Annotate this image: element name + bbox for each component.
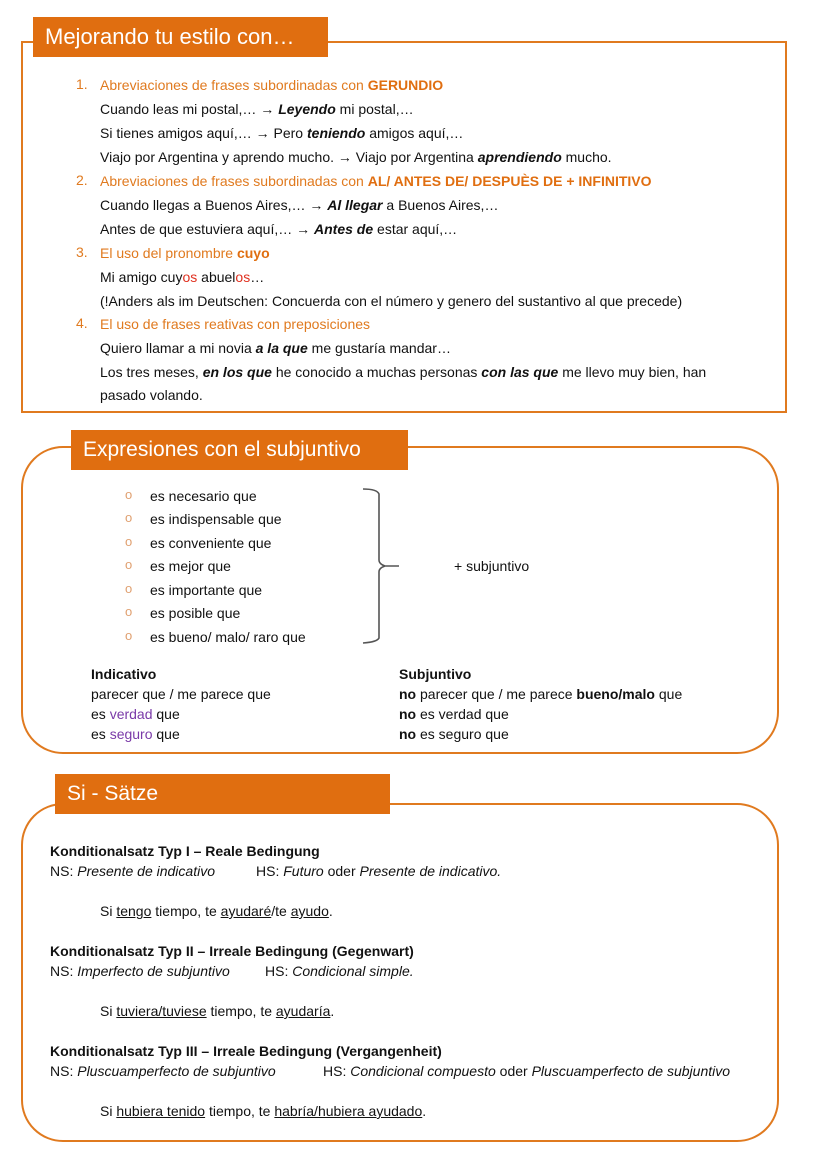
expression-item: es indispensable que — [150, 511, 282, 527]
example-text: Antes de que estuviera aquí,… → — [100, 221, 315, 237]
example-keyword: en los que — [202, 364, 272, 380]
indicativo-row: parecer que / me parece que — [91, 686, 271, 702]
ns-tense: Presente de indicativo — [77, 863, 215, 879]
expression-item: es bueno/ malo/ raro que — [150, 629, 306, 645]
example-text: tiempo, te — [151, 903, 221, 919]
ending-highlight: os — [182, 269, 198, 285]
example-line — [100, 124, 463, 142]
indicativo-row — [91, 705, 180, 723]
circle-bullet-icon: o — [125, 581, 133, 596]
hs-line — [256, 862, 501, 880]
example-text: Los tres meses, — [100, 364, 203, 380]
verb-underlined: tuviera/tuviese — [116, 1003, 207, 1019]
row-text: es seguro que — [416, 726, 509, 742]
example-line — [100, 100, 414, 118]
example-line — [100, 148, 612, 166]
subjuntivo-heading: Subjuntivo — [399, 666, 472, 682]
hs-tense: Condicional compuesto — [350, 1063, 496, 1079]
item-heading — [100, 172, 652, 190]
hs-tense: Futuro — [283, 863, 324, 879]
indicativo-heading: Indicativo — [91, 666, 157, 682]
example-keyword: con las que — [481, 364, 559, 380]
indicativo-row — [91, 725, 180, 743]
ns-line — [50, 1062, 276, 1080]
example-sentence — [100, 1102, 426, 1120]
example-text: Cuando llegas a Buenos Aires,… → — [100, 197, 328, 213]
heading-keyword: GERUNDIO — [367, 77, 444, 93]
item-number: 2. — [76, 172, 88, 188]
example-text: mi postal,… — [335, 101, 414, 117]
note-line: (!Anders als im Deutschen: Concuerda con el número y genero del sustantivo al que precede) — [100, 293, 683, 309]
hs-connector: oder — [495, 1063, 532, 1079]
item-heading — [100, 244, 270, 262]
row-text: es verdad que — [416, 706, 509, 722]
hs-tense: Presente de indicativo. — [359, 863, 502, 879]
heading-keyword: cuyo — [236, 245, 270, 261]
ns-label: NS: — [50, 963, 78, 979]
row-highlight: verdad — [109, 706, 153, 722]
circle-bullet-icon: o — [125, 534, 133, 549]
example-text: /te — [271, 903, 291, 919]
row-text: que — [152, 726, 180, 742]
row-keyword: no — [399, 686, 417, 702]
ns-line — [50, 962, 230, 980]
heading-text: Abreviaciones de frases subordinadas con — [100, 173, 368, 189]
example-keyword: Leyendo — [278, 101, 336, 117]
example-line — [100, 363, 706, 381]
example-text: he conocido a muchas personas — [271, 364, 482, 380]
example-keyword: aprendiendo — [477, 149, 562, 165]
item-heading — [100, 76, 443, 94]
expression-item: es necesario que — [150, 488, 257, 504]
row-text: es — [91, 726, 110, 742]
circle-bullet-icon: o — [125, 487, 133, 502]
example-text: . — [328, 903, 333, 919]
ns-tense: Pluscuamperfecto de subjuntivo — [77, 1063, 276, 1079]
type-heading: Konditionalsatz Typ II – Irreale Bedingung (Gegenwart) — [50, 943, 414, 959]
hs-label: HS: — [265, 963, 293, 979]
item-number: 1. — [76, 76, 88, 92]
example-keyword: Antes de — [314, 221, 374, 237]
row-keyword: no — [399, 726, 417, 742]
hs-tense: Pluscuamperfecto de subjuntivo — [531, 1063, 731, 1079]
example-text: Si — [100, 1003, 117, 1019]
row-text: parecer que / me parece — [416, 686, 577, 702]
verb-underlined: habría/hubiera ayudado — [274, 1103, 423, 1119]
example-line-cont: pasado volando. — [100, 387, 203, 403]
example-sentence — [100, 902, 333, 920]
example-text: Cuando leas mi postal,… → — [100, 101, 279, 117]
hs-connector: oder — [323, 863, 360, 879]
ns-label: NS: — [50, 1063, 78, 1079]
item-heading: El uso de frases reativas con preposiciones — [100, 316, 371, 332]
example-text: Si — [100, 1103, 117, 1119]
subjuntivo-row — [399, 685, 682, 703]
example-text: a Buenos Aires,… — [382, 197, 499, 213]
section-si-saetze-title: Si - Sätze — [55, 774, 390, 814]
section-subjuntivo-title: Expresiones con el subjuntivo — [71, 430, 408, 470]
example-line — [100, 220, 457, 238]
example-keyword: a la que — [255, 340, 308, 356]
example-text: Mi amigo cuy — [100, 269, 183, 285]
item-number: 3. — [76, 244, 88, 260]
ns-tense: Imperfecto de subjuntivo — [77, 963, 230, 979]
example-text: tiempo, te — [205, 1103, 275, 1119]
example-keyword: teniendo — [307, 125, 366, 141]
circle-bullet-icon: o — [125, 604, 133, 619]
heading-text: El uso del pronombre — [100, 245, 237, 261]
example-text: Si — [100, 903, 117, 919]
example-text: abuel — [197, 269, 236, 285]
example-text: . — [330, 1003, 335, 1019]
expression-item: es posible que — [150, 605, 241, 621]
hs-label: HS: — [256, 863, 284, 879]
section-estilo-title: Mejorando tu estilo con… — [33, 17, 328, 57]
type-heading: Konditionalsatz Typ I – Reale Bedingung — [50, 843, 320, 859]
example-line — [100, 268, 264, 286]
verb-underlined: ayudaré — [220, 903, 272, 919]
subjuntivo-row — [399, 705, 509, 723]
example-text: Quiero llamar a mi novia — [100, 340, 256, 356]
hs-line — [323, 1062, 730, 1080]
row-keyword: no — [399, 706, 417, 722]
example-text: tiempo, te — [206, 1003, 276, 1019]
example-text: me gustaría mandar… — [307, 340, 451, 356]
expression-item: es conveniente que — [150, 535, 272, 551]
circle-bullet-icon: o — [125, 628, 133, 643]
example-line — [100, 339, 451, 357]
subjuntivo-row — [399, 725, 509, 743]
example-text: estar aquí,… — [373, 221, 458, 237]
heading-keyword: AL/ ANTES DE/ DESPUÈS DE + INFINITIVO — [367, 173, 652, 189]
ns-label: NS: — [50, 863, 78, 879]
verb-underlined: ayudaría — [275, 1003, 331, 1019]
example-text: mucho. — [561, 149, 612, 165]
ns-line — [50, 862, 215, 880]
expression-item: es importante que — [150, 582, 263, 598]
row-highlight: seguro — [109, 726, 153, 742]
verb-underlined: tengo — [116, 903, 152, 919]
hs-label: HS: — [323, 1063, 351, 1079]
hs-line — [265, 962, 414, 980]
row-text: es — [91, 706, 110, 722]
heading-text: Abreviaciones de frases subordinadas con — [100, 77, 368, 93]
example-text: Si tienes amigos aquí,… → Pero — [100, 125, 307, 141]
example-text: Viajo por Argentina y aprendo mucho. → Viajo por Argentina — [100, 149, 478, 165]
row-keyword: bueno/malo — [576, 686, 655, 702]
example-text: me llevo muy bien, han — [558, 364, 707, 380]
verb-underlined: hubiera tenido — [116, 1103, 206, 1119]
item-number: 4. — [76, 315, 88, 331]
example-text: … — [250, 269, 265, 285]
right-brace-icon — [355, 486, 405, 646]
example-sentence — [100, 1002, 334, 1020]
type-heading: Konditionalsatz Typ III – Irreale Bedingung (Vergangenheit) — [50, 1043, 442, 1059]
expression-item: es mejor que — [150, 558, 231, 574]
example-keyword: Al llegar — [327, 197, 383, 213]
circle-bullet-icon: o — [125, 510, 133, 525]
row-text: que — [152, 706, 180, 722]
verb-underlined: ayudo — [290, 903, 329, 919]
row-text: que — [654, 686, 683, 702]
example-line — [100, 196, 498, 214]
example-text: amigos aquí,… — [365, 125, 464, 141]
hs-tense: Condicional simple. — [292, 963, 414, 979]
example-text: . — [422, 1103, 427, 1119]
plus-subjuntivo-label: + subjuntivo — [454, 558, 530, 574]
ending-highlight: os — [235, 269, 251, 285]
circle-bullet-icon: o — [125, 557, 133, 572]
